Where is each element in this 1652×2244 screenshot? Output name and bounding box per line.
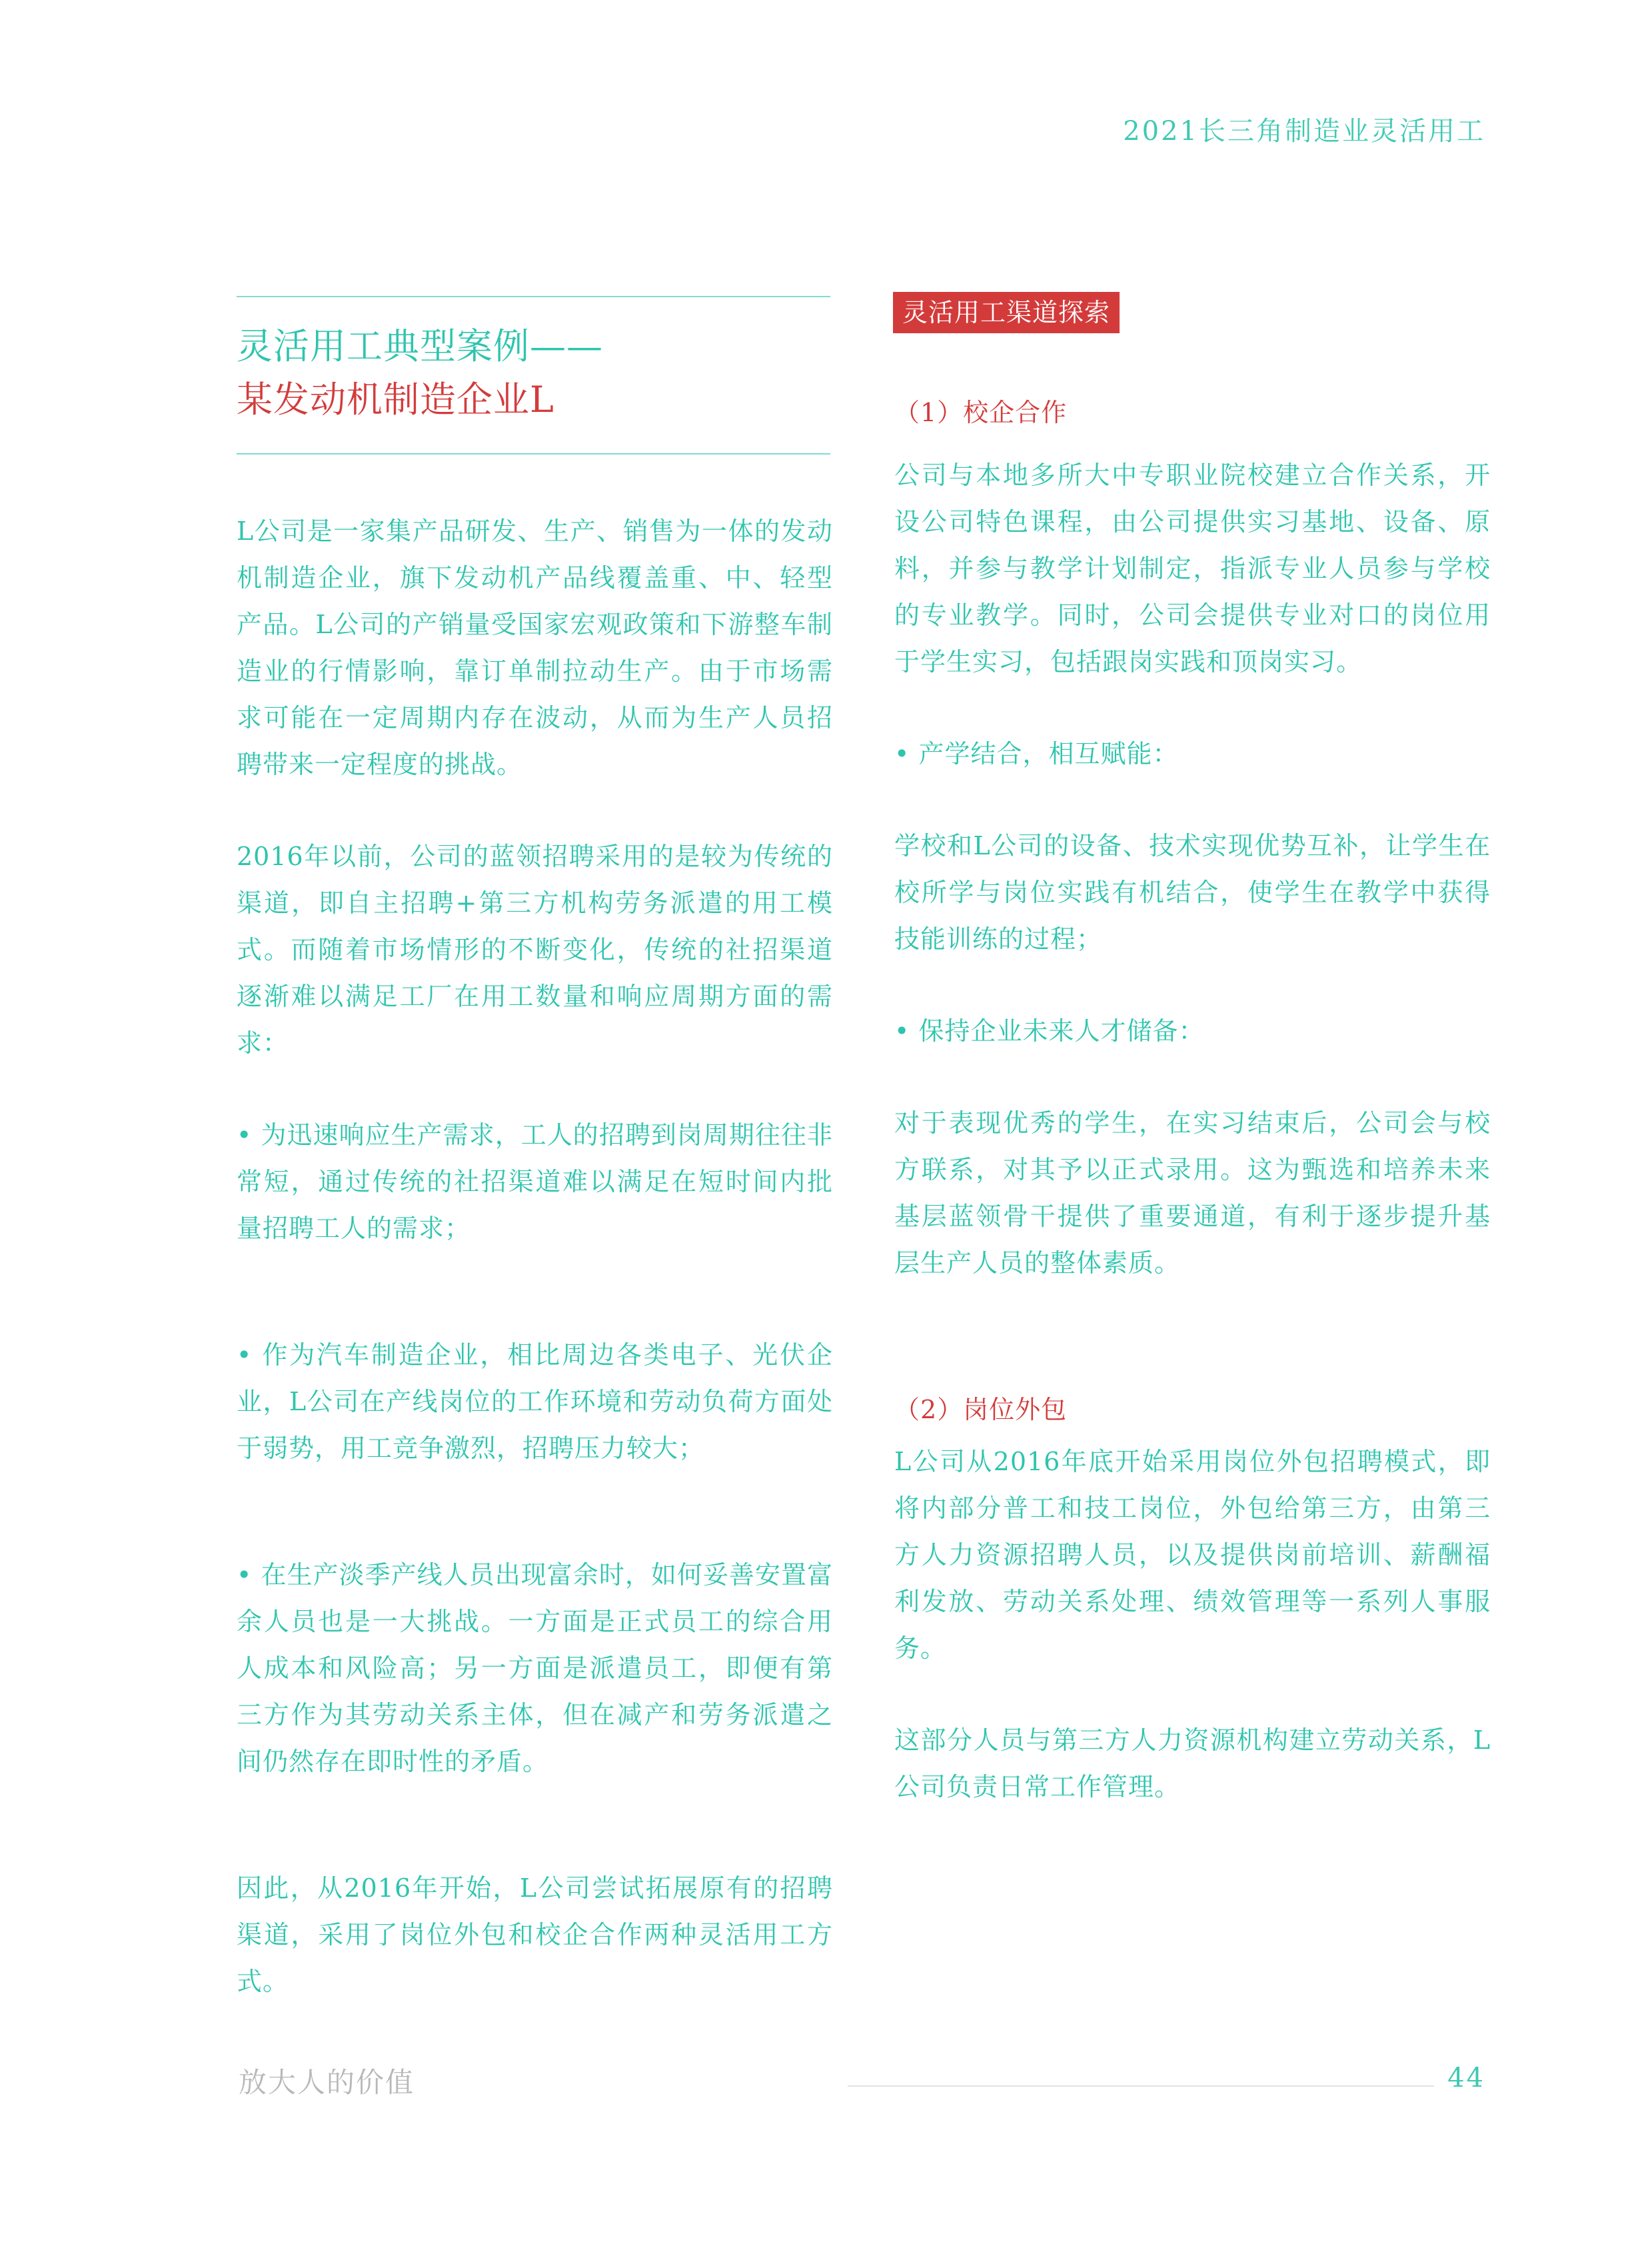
challenge-bullet-3: • 在生产淡季产线人员出现富余时，如何妥善安置富余人员也是一大挑战。一方面是正式员工的综合用人成本和风险高；另一方面是派遣员工，即便有第三方作为其劳动关系主体，但在减产和劳务派遣之间仍然存在即时性的矛盾。 [237, 1560, 833, 1776]
section-2-heading: （2）岗位外包 [894, 1395, 1068, 1424]
challenge-bullet-1: • 为迅速响应生产需求，工人的招聘到岗周期往往非常短，通过传统的社招渠道难以满足在短时间内批量招聘工人的需求； [237, 1120, 833, 1243]
section-1-bullet-1-text: 学校和L公司的设备、技术实现优势互补，让学生在校所学与岗位实践有机结合，使学生在教学中获得技能训练的过程； [894, 831, 1491, 954]
left-column [237, 508, 833, 2005]
section-1-bullet-2: • 保持企业未来人才储备： [894, 1016, 1205, 1046]
case-title-line-1: 灵活用工典型案例—— [237, 325, 603, 367]
footer-label: 放大人的价值 [239, 2066, 415, 2099]
section-1-bullet-2-text: 对于表现优秀的学生，在实习结束后，公司会与校方联系，对其予以正式录用。这为甄选和培养未来基层蓝领骨干提供了重要通道，有利于逐步提升基层生产人员的整体素质。 [894, 1108, 1491, 1278]
right-column [894, 389, 1491, 1810]
section-tag: 灵活用工渠道探索 [893, 292, 1120, 333]
footer-rule [848, 2085, 1434, 2087]
section-1-intro: 公司与本地多所大中专职业院校建立合作关系，开设公司特色课程，由公司提供实习基地、设备、原料，并参与教学计划制定，指派专业人员参与学校的专业教学。同时，公司会提供专业对口的岗位用于学生实习，包括跟岗实践和顶岗实习。 [894, 461, 1491, 676]
section-1-bullet-1: • 产学结合，相互赋能： [894, 739, 1179, 768]
section-2-paragraph-2: 这部分人员与第三方人力资源机构建立劳动关系，L公司负责日常工作管理。 [894, 1725, 1491, 1801]
background-paragraph: 2016年以前，公司的蓝领招聘采用的是较为传统的渠道，即自主招聘+第三方机构劳务派遣的用工模式。而随着市场情形的不断变化，传统的社招渠道逐渐难以满足工厂在用工数量和响应周期方面的需求： [237, 842, 833, 1058]
running-header: 2021长三角制造业灵活用工 [1123, 116, 1485, 147]
case-title [237, 320, 830, 427]
title-bottom-rule [237, 453, 830, 455]
case-title-line-2: 某发动机制造企业L [237, 379, 554, 421]
title-top-rule [237, 296, 830, 297]
intro-paragraph: L公司是一家集产品研发、生产、销售为一体的发动机制造企业，旗下发动机产品线覆盖重、中、轻型产品。L公司的产销量受国家宏观政策和下游整车制造业的行情影响，靠订单制拉动生产。由于市场需求可能在一定周期内存在波动，从而为生产人员招聘带来一定程度的挑战。 [237, 517, 833, 779]
section-1-heading: （1）校企合作 [894, 398, 1068, 427]
closing-paragraph: 因此，从2016年开始，L公司尝试拓展原有的招聘渠道，采用了岗位外包和校企合作两种灵活用工方式。 [237, 1873, 833, 1996]
page-number: 44 [1447, 2063, 1485, 2093]
section-2-paragraph-1: L公司从2016年底开始采用岗位外包招聘模式，即将内部分普工和技工岗位，外包给第三方，由第三方人力资源招聘人员，以及提供岗前培训、薪酬福利发放、劳动关系处理、绩效管理等一系列人事服务。 [894, 1447, 1491, 1663]
challenge-bullet-2: • 作为汽车制造企业，相比周边各类电子、光伏企业，L公司在产线岗位的工作环境和劳动负荷方面处于弱势，用工竞争激烈，招聘压力较大； [237, 1340, 833, 1463]
